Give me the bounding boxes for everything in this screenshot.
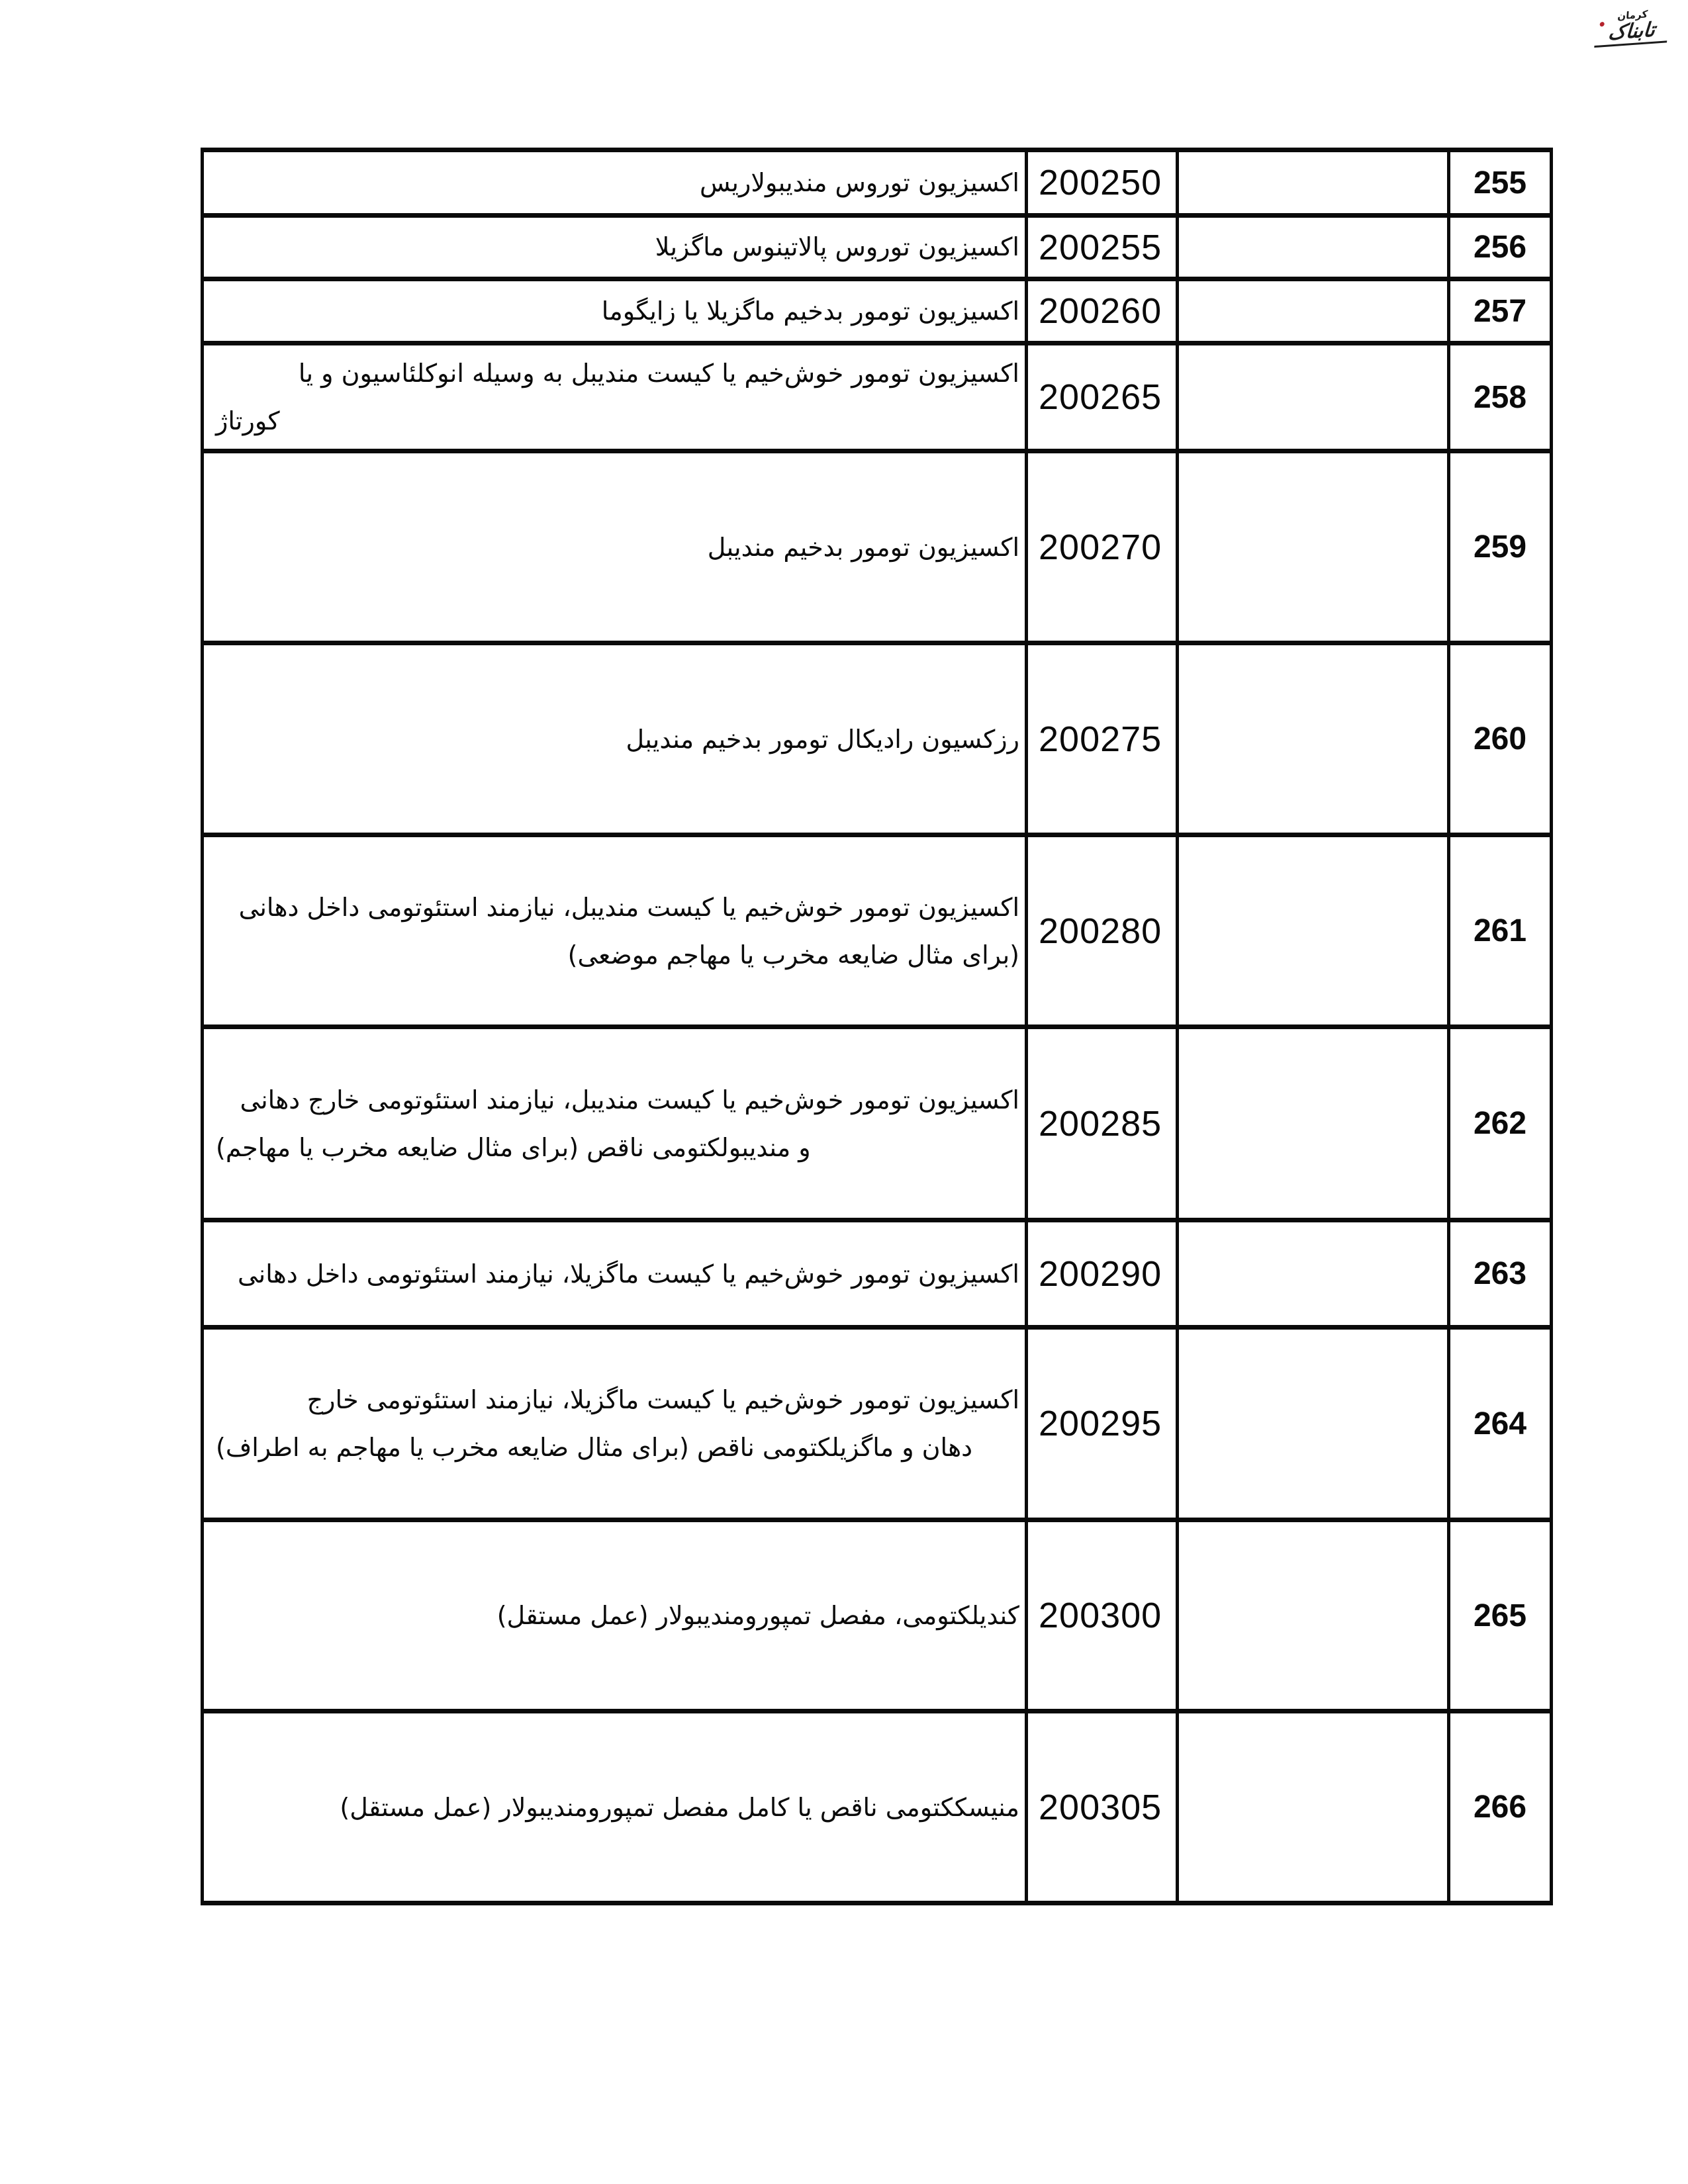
service-code-cell: 200285 (1027, 1027, 1178, 1220)
service-description-line: (برای مثال ضایعه مخرب یا مهاجم موضعی) (567, 940, 1019, 970)
row-number-cell: 260 (1449, 643, 1552, 835)
service-description-cell (203, 1328, 1027, 1520)
tariff-empty-cell (1178, 1328, 1449, 1520)
tariff-empty-cell (1178, 150, 1449, 216)
service-description-line: اکسیزیون تومور بدخیم مندیبل (707, 532, 1019, 562)
service-code-cell: 200290 (1027, 1220, 1178, 1328)
watermark-city-text: کرمان (1617, 8, 1648, 23)
table-row (203, 279, 1552, 343)
table-row (203, 1711, 1552, 1903)
table-row (203, 216, 1552, 279)
service-description-line: اکسیزیون تومور خوش‌خیم یا کیست ماگزیلا، نیازمند استئوتومی داخل دهانی (237, 1259, 1019, 1289)
service-description-cell (203, 216, 1027, 279)
row-number-cell: 263 (1449, 1220, 1552, 1328)
service-description-line: رزکسیون رادیکال تومور بدخیم مندیبل (626, 724, 1019, 754)
service-code-cell: 200270 (1027, 451, 1178, 643)
service-description-cell (203, 1220, 1027, 1328)
service-code-cell: 200300 (1027, 1520, 1178, 1711)
service-description-line: اکسیزیون توروس مندیبولاریس (699, 167, 1019, 197)
row-number-cell: 264 (1449, 1328, 1552, 1520)
tariff-table (201, 148, 1553, 1905)
service-description-cell (203, 643, 1027, 835)
service-description-line: کندیلکتومی، مفصل تمپورومندیبولار (عمل مستقل) (496, 1601, 1019, 1631)
tariff-empty-cell (1178, 835, 1449, 1027)
tariff-empty-cell (1178, 1027, 1449, 1220)
table-row (203, 643, 1552, 835)
service-code-cell: 200305 (1027, 1711, 1178, 1903)
row-number-cell: 261 (1449, 835, 1552, 1027)
row-number-cell: 259 (1449, 451, 1552, 643)
tariff-empty-cell (1178, 279, 1449, 343)
service-description-cell (203, 1520, 1027, 1711)
tabnak-kerman-watermark (1594, 8, 1669, 48)
service-description-cell (203, 279, 1027, 343)
service-description-cell (203, 451, 1027, 643)
service-description-line: اکسیزیون تومور خوش‌خیم یا کیست مندیبل، نیازمند استئوتومی خارج دهانی (240, 1085, 1019, 1115)
service-description-line: اکسیزیون تومور خوش‌خیم یا کیست ماگزیلا، نیازمند استئوتومی خارج (306, 1385, 1019, 1415)
table-row (203, 1328, 1552, 1520)
service-description-line: اکسیزیون توروس پالاتینوس ماگزیلا (655, 232, 1019, 262)
tariff-empty-cell (1178, 1520, 1449, 1711)
row-number-cell: 258 (1449, 343, 1552, 451)
tariff-empty-cell (1178, 1220, 1449, 1328)
row-number-cell: 256 (1449, 216, 1552, 279)
service-description-line: اکسیزیون تومور خوش‌خیم یا کیست مندیبل، نیازمند استئوتومی داخل دهانی (238, 892, 1019, 922)
table-row (203, 343, 1552, 451)
service-code-cell: 200275 (1027, 643, 1178, 835)
service-description-line: دهان و ماگزیلکتومی ناقص (برای مثال ضایعه مخرب یا مهاجم به اطراف) (216, 1433, 973, 1463)
table-row (203, 1027, 1552, 1220)
service-description-cell (203, 150, 1027, 216)
service-description-cell (203, 1027, 1027, 1220)
service-description-line: اکسیزیون تومور خوش‌خیم یا کیست مندیبل به وسیله انوکلئاسیون و یا (298, 359, 1019, 388)
tariff-empty-cell (1178, 451, 1449, 643)
service-description-line: منیسککتومی ناقص یا کامل مفصل تمپورومندیبولار (عمل مستقل) (340, 1792, 1019, 1822)
table-row (203, 835, 1552, 1027)
row-number-cell: 262 (1449, 1027, 1552, 1220)
service-description-line: کورتاژ (216, 406, 280, 436)
tariff-empty-cell (1178, 1711, 1449, 1903)
service-code-cell: 200265 (1027, 343, 1178, 451)
service-code-cell: 200280 (1027, 835, 1178, 1027)
row-number-cell: 265 (1449, 1520, 1552, 1711)
tariff-empty-cell (1178, 343, 1449, 451)
tariff-empty-cell (1178, 216, 1449, 279)
table-row (203, 1520, 1552, 1711)
service-description-cell (203, 1711, 1027, 1903)
service-code-cell: 200255 (1027, 216, 1178, 279)
row-number-cell: 255 (1449, 150, 1552, 216)
service-description-line: اکسیزیون تومور بدخیم ماگزیلا یا زایگوما (601, 296, 1019, 326)
tariff-empty-cell (1178, 643, 1449, 835)
table-row (203, 150, 1552, 216)
table-row (203, 451, 1552, 643)
service-description-cell (203, 343, 1027, 451)
table-row (203, 1220, 1552, 1328)
watermark-brand-text: تابناک (1594, 19, 1668, 48)
service-description-cell (203, 835, 1027, 1027)
service-description-line: و مندیبولکتومی ناقص (برای مثال ضایعه مخرب یا مهاجم) (216, 1132, 811, 1162)
service-code-cell: 200295 (1027, 1328, 1178, 1520)
service-code-cell: 200250 (1027, 150, 1178, 216)
row-number-cell: 266 (1449, 1711, 1552, 1903)
row-number-cell: 257 (1449, 279, 1552, 343)
service-code-cell: 200260 (1027, 279, 1178, 343)
